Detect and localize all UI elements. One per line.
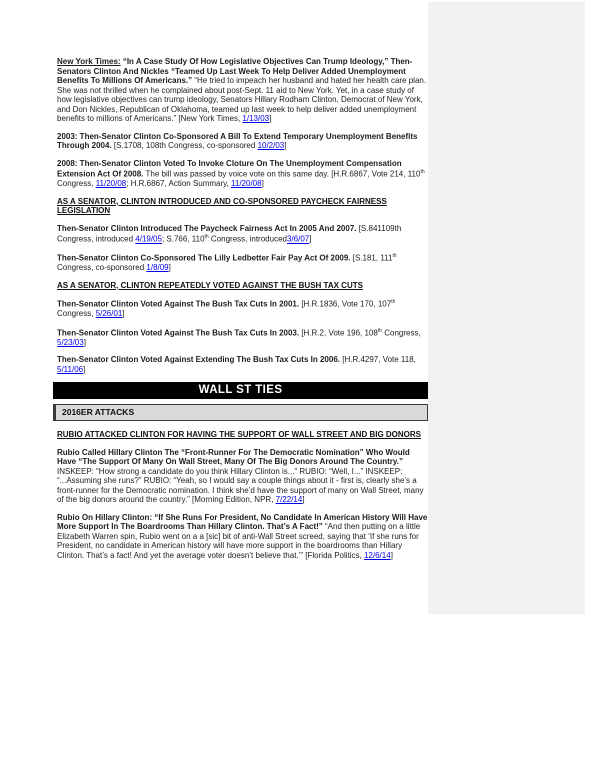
text-run: 2008: Then-Senator Clinton Voted To Invoke Cloture On The Unemployment Compensation Extension Act Of 2008. (57, 158, 402, 179)
text-run: Congress, co-sponsored (57, 263, 147, 272)
citation-date-link[interactable]: 11/20/08 (231, 179, 262, 188)
paragraph (57, 355, 428, 374)
text-run: Rubio On Hillary Clinton: “If She Runs For President, No Candidate In American History Will Have More Support In The Boardrooms Than Hillary Clinton. That’s A Fact!” (57, 512, 428, 531)
text-run: [S.1708, 108th Congress, co-sponsored (111, 141, 258, 150)
scan-gray-margin (428, 2, 585, 614)
attacks-subsection-box: 2016ER ATTACKS (53, 404, 428, 421)
text-run: New York Times: (57, 57, 121, 66)
text-run: ; S.766, 110 (161, 234, 205, 244)
paragraph (57, 327, 428, 348)
text-run: Then-Senator Clinton Voted Against The Bush Tax Cuts In 2001. (57, 299, 300, 309)
citation-date-link[interactable]: 1/13/03 (242, 114, 270, 123)
paragraph (57, 57, 428, 124)
text-run: Then-Senator Clinton Voted Against The Bush Tax Cuts In 2003. (57, 328, 300, 337)
text-run: ; H.R.6867, Action Summary, (126, 179, 232, 188)
section-heading: AS A SENATOR, CLINTON INTRODUCED AND CO-SPONSORED PAYCHECK FAIRNESS LEGISLATION (57, 196, 387, 215)
text-run: [S.841109th Congress, introduced (57, 223, 402, 244)
citation-date-link[interactable]: 7/22/14 (275, 495, 303, 504)
citation-date-link[interactable]: 5/23/03 (57, 337, 84, 347)
citation-date-link[interactable]: 10/2/03 (257, 141, 285, 150)
text-run: Rubio Called Hillary Clinton The “Front-Runner For The Democratic Nomination” Who Would Have “The Support Of Many On Wall Street, Many Of The Big Donors Around The Country.” (57, 447, 410, 466)
text-run: The bill was passed by voice vote on this same day. [H.R.6867, Vote 214, 110 (143, 169, 421, 179)
wall-st-ties-section-banner: WALL ST TIES (53, 382, 428, 399)
text-run: [H.R.4297, Vote 118, (340, 355, 416, 364)
paragraph (57, 513, 428, 561)
text-run: “And then putting on a little Elizabeth Warren spin, Rubio went on a a [sic] bit of anti-Wall Street screed, saying that ‘If she runs for President, no candidate in American history will have more support in the boardrooms than Hillary Clinton. That’s a fact! And yet the average voter doesn’t believe that.’” [Florida Politics, (57, 522, 421, 560)
paragraph (57, 224, 428, 245)
text-run: Then-Senator Clinton Voted Against Extending The Bush Tax Cuts In 2006. (57, 355, 340, 364)
paragraph (57, 132, 428, 151)
text-run: th (204, 234, 209, 240)
text-run: ] (302, 495, 305, 504)
section-heading: AS A SENATOR, CLINTON REPEATEDLY VOTED AGAINST THE BUSH TAX CUTS (57, 280, 363, 290)
text-run: th (391, 299, 396, 305)
citation-date-link[interactable]: 4/19/05 (135, 234, 162, 244)
citation-date-link[interactable]: 12/6/14 (363, 550, 391, 560)
text-run: th (420, 169, 425, 175)
text-run: ] (168, 263, 171, 272)
text-run: [S.181, 111 (350, 253, 393, 263)
document-page (57, 57, 428, 568)
text-run: th (377, 327, 382, 334)
text-run: Then-Senator Clinton Co-Sponsored The Lilly Ledbetter Fair Pay Act Of 2009. (57, 253, 351, 263)
text-run: th (392, 253, 397, 259)
paragraph (57, 159, 428, 189)
paragraph (57, 448, 428, 505)
text-run: ] (284, 141, 287, 150)
text-run: Congress, introduced (208, 234, 287, 244)
citation-date-link[interactable]: 5/11/06 (57, 364, 84, 374)
text-run: [H.R.1836, Vote 170, 107 (299, 299, 392, 309)
text-run: ] (83, 364, 86, 374)
text-run: Then-Senator Clinton Introduced The Paycheck Fairness Act In 2005 And 2007. (57, 223, 357, 233)
text-run: [H.R.2, Vote 196, 108 (299, 328, 378, 337)
text-run: ] (83, 337, 86, 347)
text-run: INSKEEP: “How strong a candidate do you think Hillary Clinton is...” RUBIO: “Well, I...” INSKEEP: “...Assuming she runs?” RUBIO: “Yeah, so I would say a couple things about it - first is, clearly she’s a front-runner for the Democratic nomination. I think she’d have the support of many on Wall Street, many of the big donors around the country.” [Morning Edition, NPR, (57, 466, 424, 504)
text-run: ] (269, 114, 272, 123)
text-run: Congress, (382, 328, 421, 337)
citation-date-link[interactable]: 11/20/08 (95, 179, 127, 188)
citation-date-link[interactable]: 1/8/09 (146, 263, 169, 272)
citation-date-link[interactable]: 3/6/07 (286, 234, 310, 244)
paragraph (57, 252, 428, 273)
section-heading: RUBIO ATTACKED CLINTON FOR HAVING THE SUPPORT OF WALL STREET AND BIG DONORS (57, 430, 421, 439)
text-run: “He tried to impeach her husband and hated her health care plan. She was not thrilled when he complained about post-Sept. 11 aid to New York. Yet, in a case study of how legislative objectives can trump ideology, Senators Hillary Rodham Clinton, Democrat of New York, and Don Nickles, Republican of Oklahoma, teamed up last week to help deliver added unemployment benefits to millions of Americans.” [New York Times, (57, 76, 427, 123)
text-run: 2003: Then-Senator Clinton Co-Sponsored A Bill To Extend Temporary Unemployment Benefits Through 2004. (57, 131, 418, 150)
paragraph (57, 298, 428, 319)
text-run: ] (122, 309, 125, 318)
text-run: ] (390, 550, 393, 560)
citation-date-link[interactable]: 5/26/01 (95, 309, 123, 318)
text-run: Congress, (57, 179, 96, 188)
text-run: ] (261, 179, 264, 188)
text-run: Congress, (57, 309, 96, 318)
text-run: “In A Case Study Of How Legislative Objectives Can Trump Ideology,” Then-Senators Clinton And Nickles “Teamed Up Last Week To Help Deliver Added Unemployment Benefits To Millions Of Americans.” (57, 57, 413, 85)
text-run: ] (309, 234, 312, 244)
